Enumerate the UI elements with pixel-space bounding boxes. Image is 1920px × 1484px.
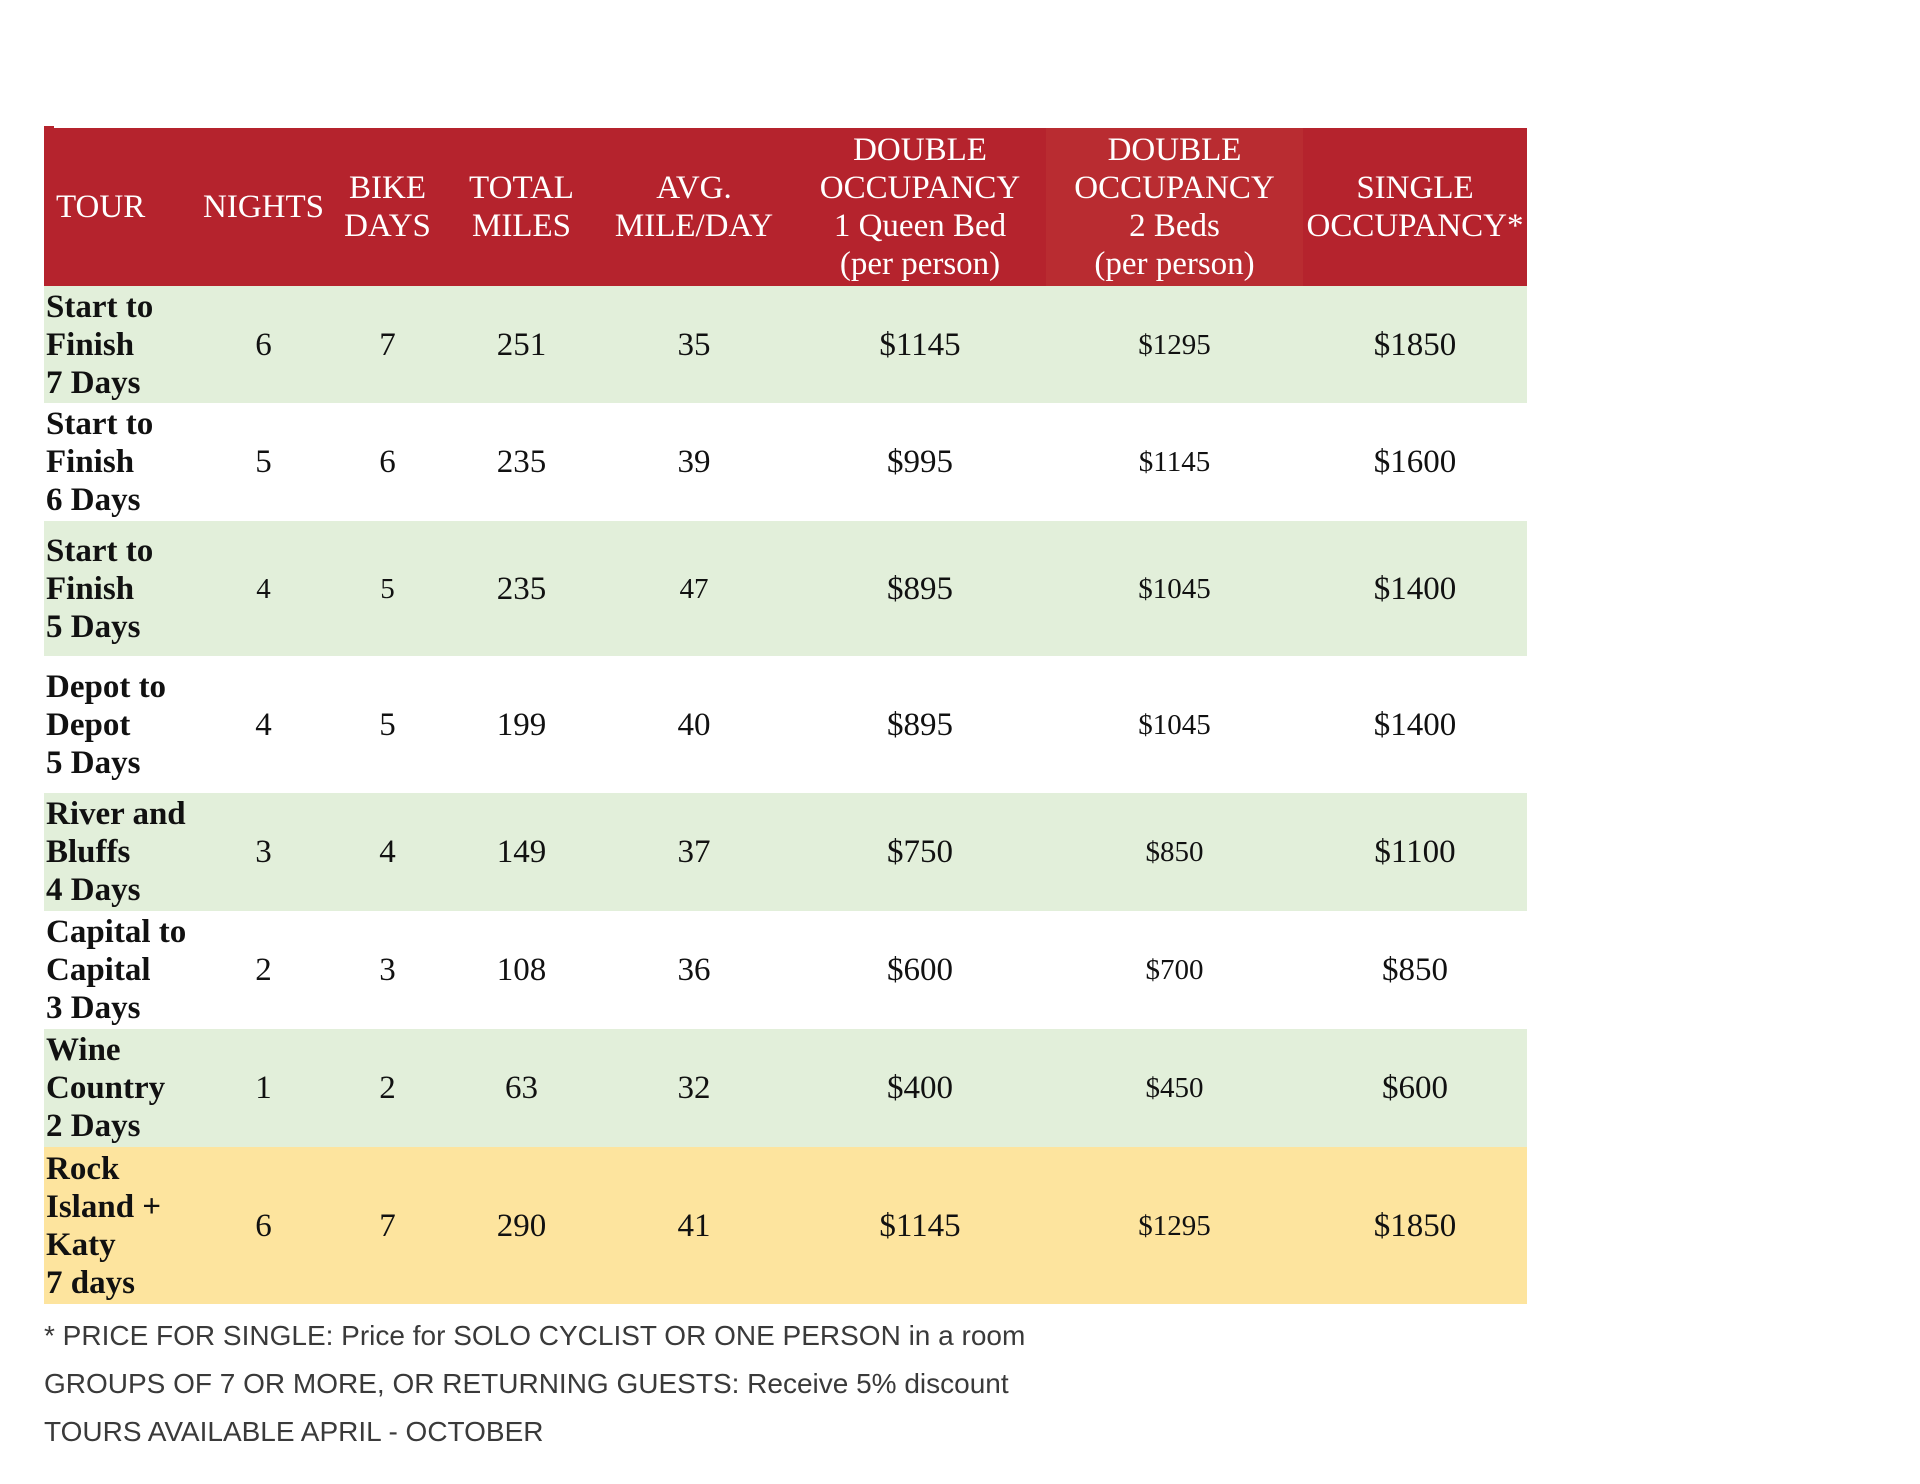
single-price-cell: $1850 xyxy=(1303,286,1527,403)
header-avg-mile-day: AVG. MILE/DAY xyxy=(594,128,794,286)
avg-mile-day-cell: 36 xyxy=(594,911,794,1029)
total-miles-cell: 108 xyxy=(449,911,594,1029)
single-price-cell: $1400 xyxy=(1303,521,1527,656)
bike-days-cell: 7 xyxy=(326,286,449,403)
total-miles-cell: 235 xyxy=(449,521,594,656)
header-tour: TOUR xyxy=(44,128,201,286)
table-row xyxy=(44,911,1527,1029)
header-nights: NIGHTS xyxy=(201,128,326,286)
avg-mile-day-cell: 40 xyxy=(594,656,794,793)
header-double-occupancy-queen: DOUBLE OCCUPANCY 1 Queen Bed (per person) xyxy=(794,128,1046,286)
header-bike-days: BIKE DAYS xyxy=(326,128,449,286)
total-miles-cell: 149 xyxy=(449,793,594,911)
table-row xyxy=(44,521,1527,656)
double-queen-price-cell: $1145 xyxy=(794,1147,1046,1304)
tour-name: River and Bluffs 4 Days xyxy=(44,793,201,911)
single-price-cell: $1400 xyxy=(1303,656,1527,793)
bike-days-cell: 5 xyxy=(326,521,449,656)
tour-pricing-table xyxy=(44,128,1527,1304)
double-two-beds-price-cell: $850 xyxy=(1046,793,1303,911)
tour-name: Rock Island + Katy 7 days xyxy=(44,1147,201,1304)
single-price-cell: $850 xyxy=(1303,911,1527,1029)
tour-name: Depot to Depot 5 Days xyxy=(44,656,201,793)
total-miles-cell: 63 xyxy=(449,1029,594,1147)
nights-cell: 4 xyxy=(201,521,326,656)
nights-cell: 6 xyxy=(201,1147,326,1304)
nights-cell: 5 xyxy=(201,403,326,521)
avg-mile-day-cell: 39 xyxy=(594,403,794,521)
bike-days-cell: 4 xyxy=(326,793,449,911)
tour-name: Capital to Capital 3 Days xyxy=(44,911,201,1029)
bike-days-cell: 3 xyxy=(326,911,449,1029)
group-discount-note: GROUPS OF 7 OR MORE, OR RETURNING GUESTS: Receive 5% discount xyxy=(44,1368,1009,1399)
double-two-beds-price-cell: $1045 xyxy=(1046,656,1303,793)
double-queen-price-cell: $400 xyxy=(794,1029,1046,1147)
double-two-beds-price-cell: $1145 xyxy=(1046,403,1303,521)
avg-mile-day-cell: 41 xyxy=(594,1147,794,1304)
avg-mile-day-cell: 37 xyxy=(594,793,794,911)
double-two-beds-price-cell: $1295 xyxy=(1046,286,1303,403)
table-row xyxy=(44,656,1527,793)
tour-name: Start to Finish 5 Days xyxy=(44,521,201,656)
double-queen-price-cell: $1145 xyxy=(794,286,1046,403)
header-double-occupancy-two-beds: DOUBLE OCCUPANCY 2 Beds (per person) xyxy=(1046,128,1303,286)
avg-mile-day-cell: 35 xyxy=(594,286,794,403)
total-miles-cell: 251 xyxy=(449,286,594,403)
nights-cell: 3 xyxy=(201,793,326,911)
single-price-note: * PRICE FOR SINGLE: Price for SOLO CYCLIST OR ONE PERSON in a room xyxy=(44,1320,1026,1351)
single-price-cell: $1100 xyxy=(1303,793,1527,911)
bike-days-cell: 5 xyxy=(326,656,449,793)
single-price-cell: $600 xyxy=(1303,1029,1527,1147)
single-price-cell: $1600 xyxy=(1303,403,1527,521)
double-two-beds-price-cell: $1045 xyxy=(1046,521,1303,656)
tour-name: Start to Finish 6 Days xyxy=(44,403,201,521)
tour-name: Wine Country 2 Days xyxy=(44,1029,201,1147)
double-two-beds-price-cell: $700 xyxy=(1046,911,1303,1029)
double-queen-price-cell: $995 xyxy=(794,403,1046,521)
double-two-beds-price-cell: $450 xyxy=(1046,1029,1303,1147)
single-price-cell: $1850 xyxy=(1303,1147,1527,1304)
avg-mile-day-cell: 47 xyxy=(594,521,794,656)
total-miles-cell: 235 xyxy=(449,403,594,521)
table-row xyxy=(44,793,1527,911)
total-miles-cell: 290 xyxy=(449,1147,594,1304)
tour-name: Start to Finish 7 Days xyxy=(44,286,201,403)
nights-cell: 4 xyxy=(201,656,326,793)
bike-days-cell: 2 xyxy=(326,1029,449,1147)
double-queen-price-cell: $895 xyxy=(794,521,1046,656)
double-two-beds-price-cell: $1295 xyxy=(1046,1147,1303,1304)
header-total-miles: TOTAL MILES xyxy=(449,128,594,286)
nights-cell: 6 xyxy=(201,286,326,403)
availability-note: TOURS AVAILABLE APRIL - OCTOBER xyxy=(44,1416,544,1447)
footnotes xyxy=(44,1312,1025,1456)
double-queen-price-cell: $895 xyxy=(794,656,1046,793)
double-queen-price-cell: $750 xyxy=(794,793,1046,911)
bike-days-cell: 7 xyxy=(326,1147,449,1304)
table-row xyxy=(44,286,1527,403)
nights-cell: 1 xyxy=(201,1029,326,1147)
header-single-occupancy: SINGLE OCCUPANCY* xyxy=(1303,128,1527,286)
bike-days-cell: 6 xyxy=(326,403,449,521)
double-queen-price-cell: $600 xyxy=(794,911,1046,1029)
nights-cell: 2 xyxy=(201,911,326,1029)
table-row xyxy=(44,1029,1527,1147)
table-row xyxy=(44,403,1527,521)
table-header-row xyxy=(44,128,1527,286)
total-miles-cell: 199 xyxy=(449,656,594,793)
avg-mile-day-cell: 32 xyxy=(594,1029,794,1147)
table-row xyxy=(44,1147,1527,1304)
